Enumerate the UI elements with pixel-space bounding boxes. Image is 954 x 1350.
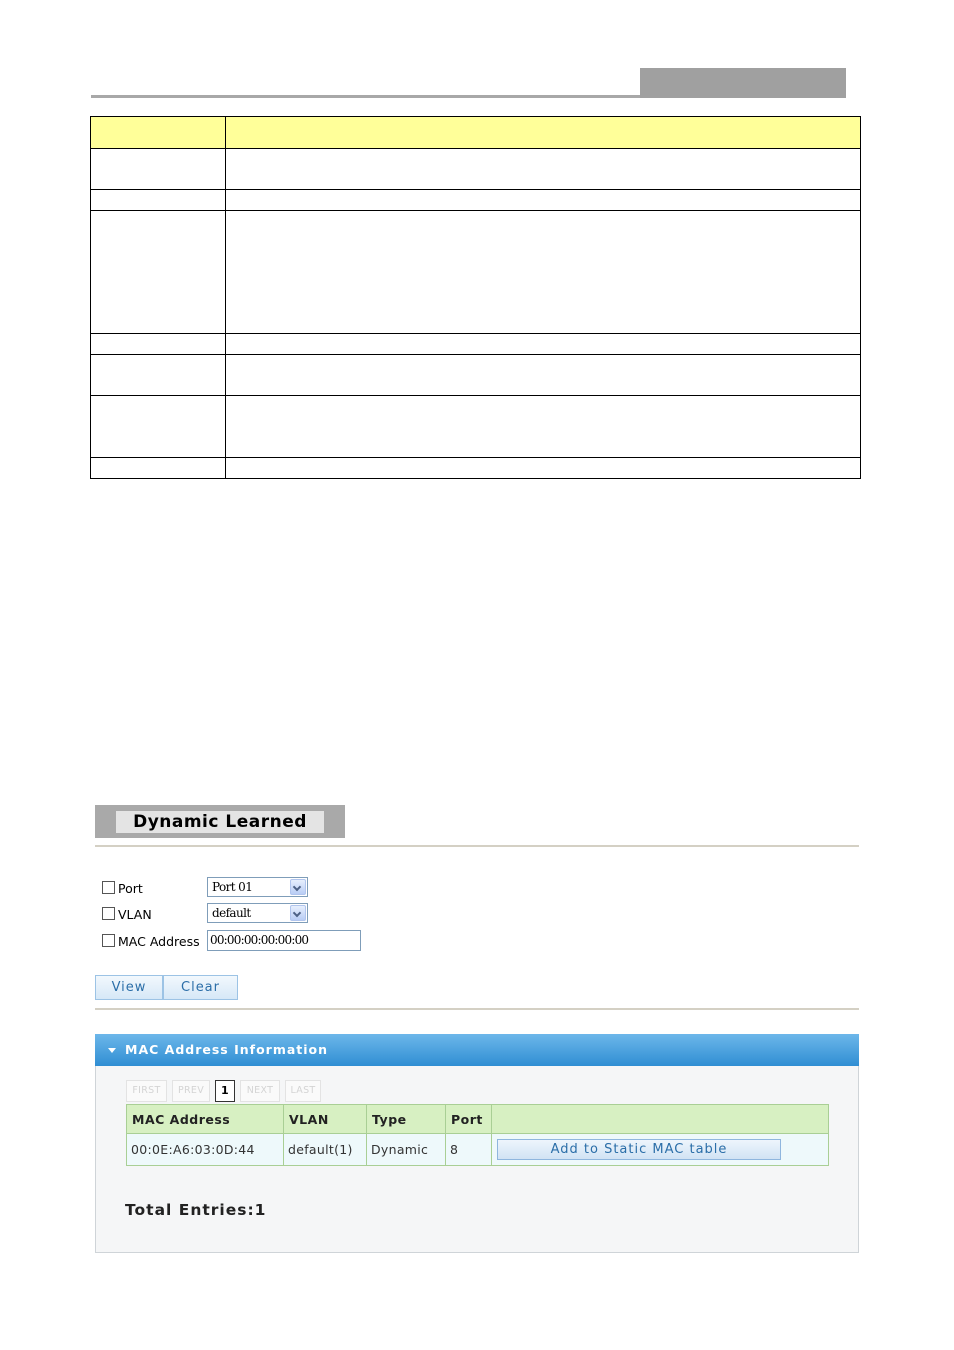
description-table	[90, 116, 861, 479]
mac-address-label: MAC Address	[118, 934, 200, 949]
panel-divider	[95, 1008, 859, 1010]
mac-address-input[interactable]: 00:00:00:00:00:00	[207, 930, 361, 951]
panel-divider	[95, 845, 859, 847]
column-header-port: Port	[446, 1105, 492, 1134]
cell-vlan: default(1)	[284, 1134, 367, 1166]
port-select-value: Port 01	[212, 880, 253, 894]
vlan-label: VLAN	[118, 907, 152, 922]
column-header-type: Type	[367, 1105, 446, 1134]
pagination-last-button[interactable]: LAST	[285, 1080, 321, 1102]
description-table-row	[91, 458, 861, 479]
cell-mac-address: 00:0E:A6:03:0D:44	[127, 1134, 284, 1166]
port-label: Port	[118, 881, 143, 896]
port-checkbox[interactable]	[102, 881, 115, 894]
add-to-static-mac-button[interactable]: Add to Static MAC table	[497, 1139, 781, 1160]
description-table-row	[91, 190, 861, 211]
pagination-page-1[interactable]: 1	[215, 1080, 235, 1102]
total-entries: Total Entries:1	[125, 1201, 267, 1219]
description-table-header	[91, 117, 861, 149]
clear-button[interactable]: Clear	[163, 975, 238, 1000]
view-button[interactable]: View	[95, 975, 163, 1000]
mac-address-table	[126, 1104, 829, 1166]
vlan-checkbox[interactable]	[102, 907, 115, 920]
description-table-row	[91, 334, 861, 355]
column-header-vlan: VLAN	[284, 1105, 367, 1134]
mac-table-header	[127, 1105, 829, 1134]
description-table-row	[91, 149, 861, 190]
panel-title: Dynamic Learned	[116, 811, 324, 833]
mac-address-checkbox[interactable]	[102, 934, 115, 947]
cell-type: Dynamic	[367, 1134, 446, 1166]
description-table-row	[91, 355, 861, 396]
vlan-select[interactable]	[207, 903, 308, 923]
cell-action	[492, 1134, 829, 1166]
column-header-action	[492, 1105, 829, 1134]
header-tab-block	[640, 68, 846, 98]
collapse-arrow-icon[interactable]	[108, 1048, 116, 1053]
pagination-first-button[interactable]: FIRST	[126, 1080, 167, 1102]
port-select[interactable]	[207, 877, 308, 897]
pagination-prev-button[interactable]: PREV	[172, 1080, 210, 1102]
chevron-down-icon[interactable]	[290, 879, 306, 895]
cell-port: 8	[446, 1134, 492, 1166]
mac-info-header[interactable]	[95, 1034, 859, 1066]
header-rule	[91, 95, 641, 98]
vlan-select-value: default	[212, 906, 251, 920]
description-table-row	[91, 211, 861, 334]
column-header-mac-address: MAC Address	[127, 1105, 284, 1134]
chevron-down-icon[interactable]	[290, 905, 306, 921]
mac-info-title: MAC Address Information	[125, 1042, 329, 1057]
pagination-next-button[interactable]: NEXT	[240, 1080, 280, 1102]
table-row	[127, 1134, 829, 1166]
description-table-row	[91, 396, 861, 458]
